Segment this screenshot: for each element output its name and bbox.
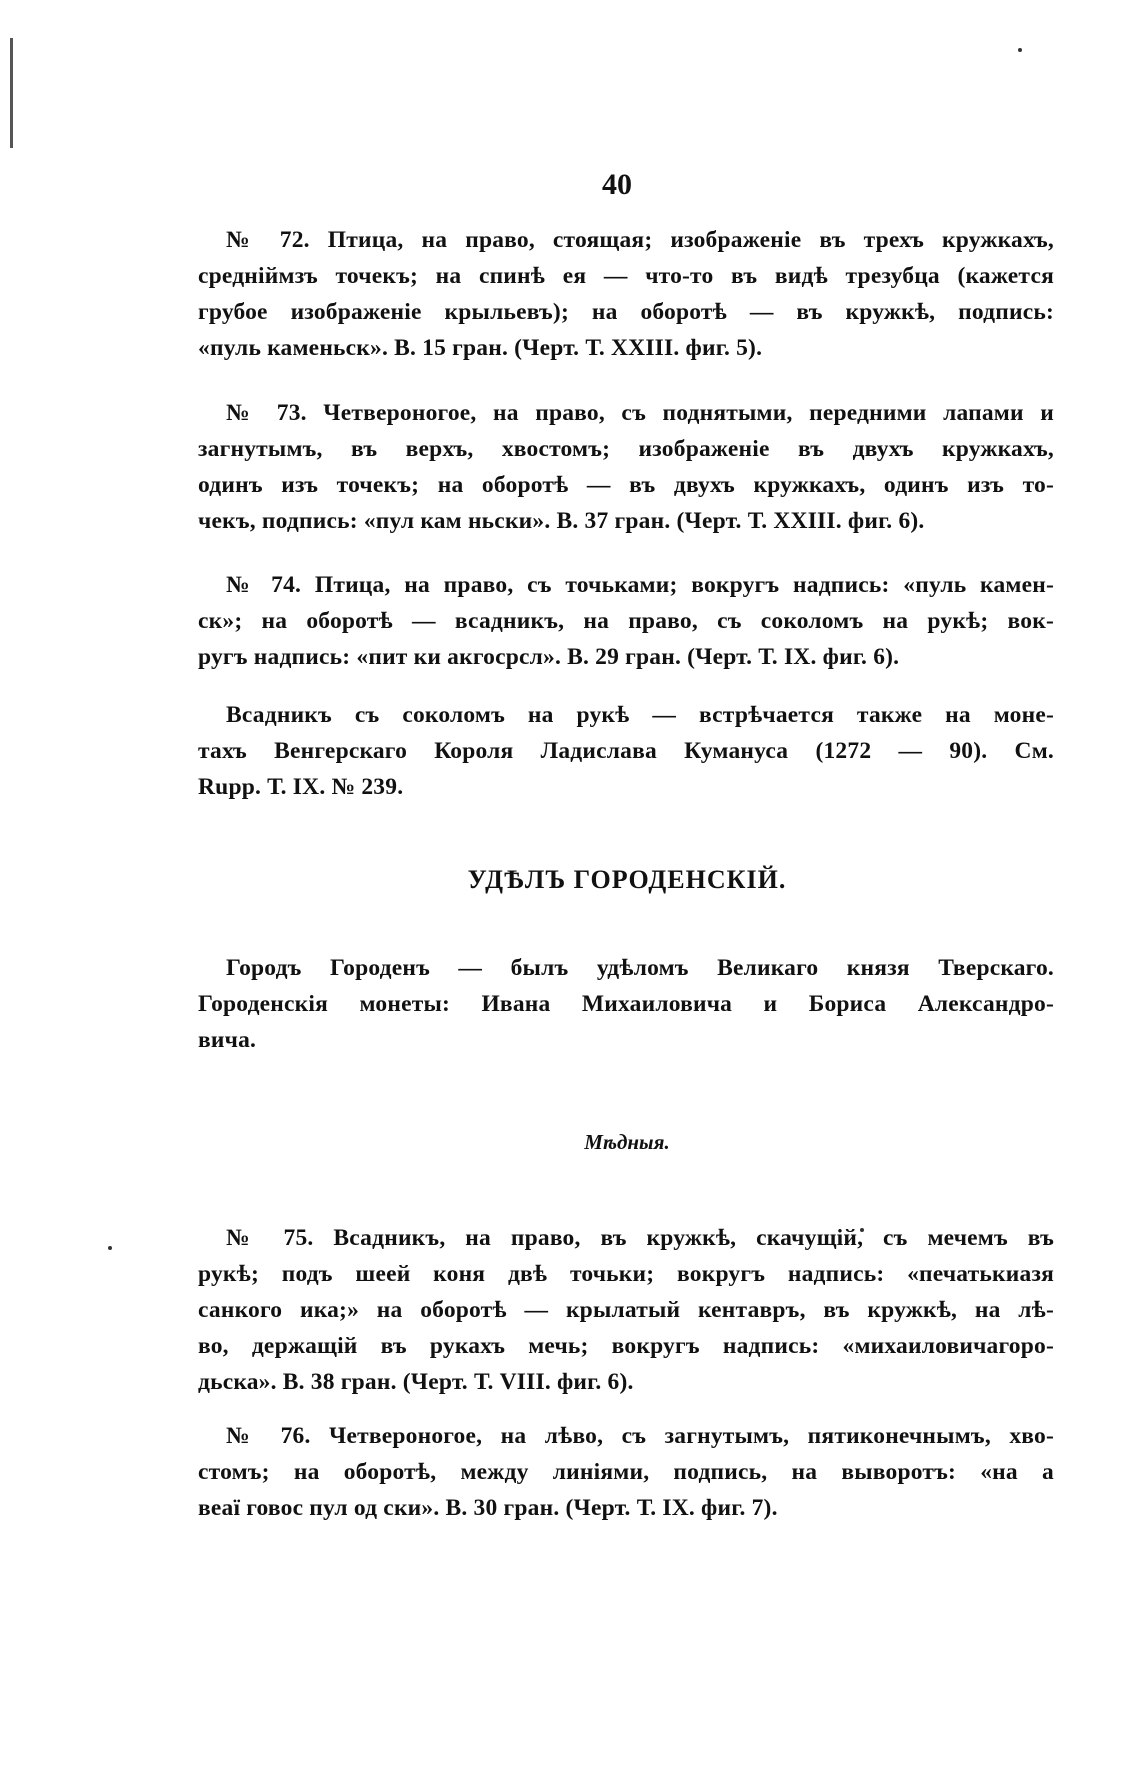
text-line: вича. xyxy=(198,1027,257,1053)
text-line: «пуль каменьск». В. 15 гран. (Черт. Т. XXIII. фиг. 5). xyxy=(198,335,763,361)
entry-75 xyxy=(198,1220,1054,1400)
scan-speck xyxy=(1018,48,1022,52)
text-line: санкого ика;» на оборотѣ — крылатый кентавръ, въ кружкѣ, на лѣ- xyxy=(198,1297,1054,1323)
text-line: № 72. Птица, на право, стоящая; изображеніе въ трехъ кружкахъ, xyxy=(226,227,1054,253)
text-line: Всадникъ съ соколомъ на рукѣ — встрѣчается также на моне- xyxy=(226,702,1054,728)
scan-speck xyxy=(108,1246,112,1250)
text-line: ск»; на оборотѣ — всадникъ, на право, съ соколомъ на рукѣ; вок- xyxy=(198,608,1054,634)
text-line: одинъ изъ точекъ; на оборотѣ — въ двухъ кружкахъ, одинъ изъ то- xyxy=(198,472,1054,498)
text-line: № 75. Всадникъ, на право, въ кружкѣ, скачущій, съ мечемъ въ xyxy=(226,1225,1054,1251)
text-line: ругъ надпись: «пит ки акгосрсл». В. 29 гран. (Черт. Т. IX. фиг. 6). xyxy=(198,644,900,670)
text-line: рукѣ; подъ шеей коня двѣ точьки; вокругъ надпись: «печатькиазя xyxy=(198,1261,1054,1287)
text-line: Городъ Городенъ — былъ удѣломъ Великаго князя Тверскаго. xyxy=(226,955,1054,981)
text-line: Городенскія монеты: Ивана Михаиловича и Бориса Александро- xyxy=(198,991,1054,1017)
note-falconer xyxy=(198,697,1054,805)
entry-76 xyxy=(198,1418,1054,1526)
page-edge-mark xyxy=(10,38,13,148)
text-line: Rupp. Т. IX. № 239. xyxy=(198,774,404,800)
section-intro xyxy=(198,950,1054,1058)
text-line: средніймзъ точекъ; на спинѣ ея — что-то въ видѣ трезубца (кажется xyxy=(198,263,1054,289)
text-line: во, держащій въ рукахъ мечь; вокругъ надпись: «михаиловичагоро- xyxy=(198,1333,1054,1359)
page-number: 40 xyxy=(602,168,632,201)
text-line: дьска». В. 38 гран. (Черт. Т. VIII. фиг. 6). xyxy=(198,1369,634,1395)
section-heading: УДѢЛЪ ГОРОДЕНСКІЙ. xyxy=(467,865,787,894)
text-line: стомъ; на оборотѣ, между линіями, подпись, на выворотъ: «на а xyxy=(198,1459,1054,1485)
text-line: № 76. Четвероногое, на лѣво, съ загнутымъ, пятиконечнымъ, хво- xyxy=(226,1423,1054,1449)
text-line: чекъ, подпись: «пул кам ньски». В. 37 гран. (Черт. Т. XXIII. фиг. 6). xyxy=(198,508,925,534)
subheading-copper: Мѣдныя. xyxy=(584,1130,670,1154)
text-line: № 74. Птица, на право, съ точьками; вокругъ надпись: «пуль камен- xyxy=(226,572,1054,598)
entry-72 xyxy=(198,222,1054,366)
entry-73 xyxy=(198,395,1054,539)
text-line: веаї говос пул од ски». В. 30 гран. (Черт. Т. IX. фиг. 7). xyxy=(198,1495,778,1521)
text-line: грубое изображеніе крыльевъ); на оборотѣ — въ кружкѣ, подпись: xyxy=(198,299,1054,325)
text-line: тахъ Венгерскаго Короля Ладислава Кумануса (1272 — 90). См. xyxy=(198,738,1054,764)
entry-74 xyxy=(198,567,1054,675)
text-line: № 73. Четвероногое, на право, съ поднятыми, передними лапами и xyxy=(226,400,1054,426)
text-line: загнутымъ, въ верхъ, хвостомъ; изображеніе въ двухъ кружкахъ, xyxy=(198,436,1054,462)
